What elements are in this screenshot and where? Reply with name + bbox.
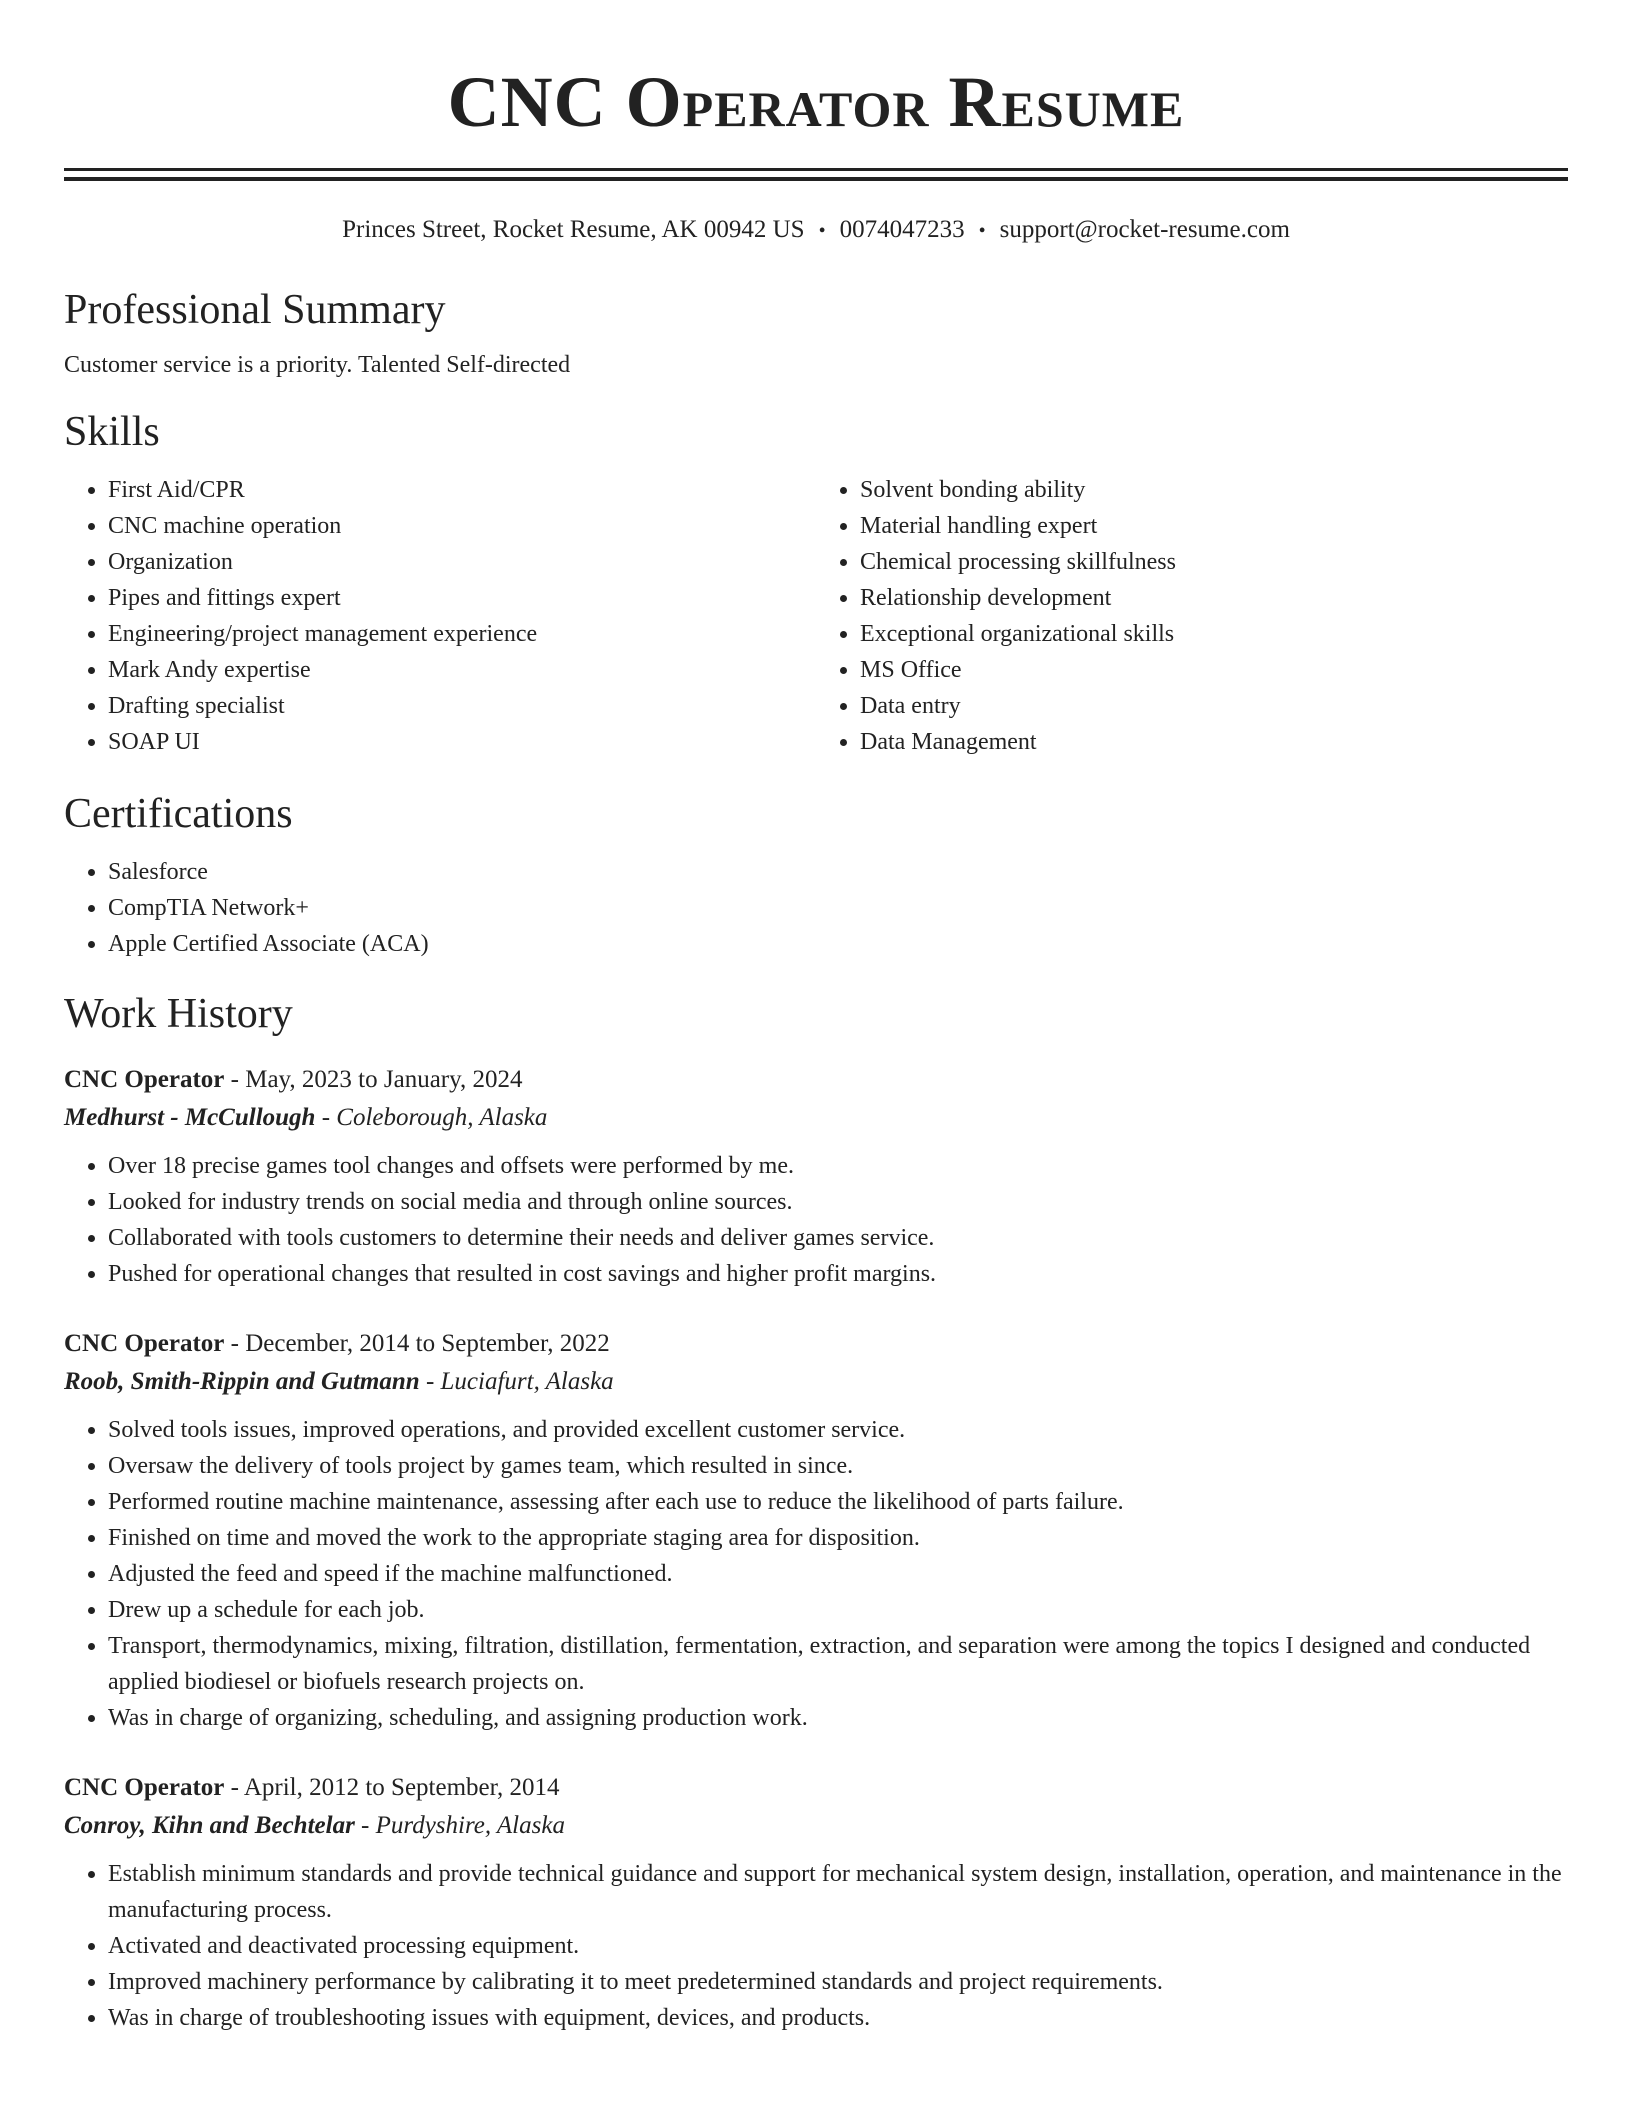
job-bullet: • Was in charge of organizing, scheduling, and assigning production work. [108, 1700, 1568, 1736]
skill-item: • Solvent bonding ability [860, 472, 1568, 508]
job-bullet: • Solved tools issues, improved operations, and provided excellent customer service. [108, 1412, 1568, 1448]
skills-list-left [64, 472, 816, 760]
job-bullet: • Adjusted the feed and speed if the machine malfunctioned. [108, 1556, 1568, 1592]
skill-item: • Organization [108, 544, 816, 580]
job-title: CNC Operator [64, 1774, 225, 1801]
certifications-list [64, 854, 1568, 962]
skill-item: • Exceptional organizational skills [860, 616, 1568, 652]
certification-item: • CompTIA Network+ [108, 890, 1568, 926]
job-company: Roob, Smith-Rippin and Gutmann [64, 1368, 420, 1395]
job-bullet: • Pushed for operational changes that resulted in cost savings and higher profit margins. [108, 1256, 1568, 1292]
skill-item: • Engineering/project management experience [108, 616, 816, 652]
job-dates: - April, 2012 to September, 2014 [224, 1774, 560, 1801]
job-company-line [64, 1362, 1568, 1402]
job-title-line [64, 1062, 1568, 1098]
contact-address: Princes Street, Rocket Resume, AK 00942 US [342, 216, 805, 243]
job-title-line [64, 1326, 1568, 1362]
job-bullet: • Finished on time and moved the work to the appropriate staging area for disposition. [108, 1520, 1568, 1556]
resume-page [64, 0, 1568, 2036]
job-bullets [64, 1148, 1568, 1292]
skill-item: • Data Management [860, 724, 1568, 760]
job-dates: - May, 2023 to January, 2024 [224, 1066, 523, 1093]
contact-line [64, 215, 1568, 246]
skill-item: • SOAP UI [108, 724, 816, 760]
job-bullet: • Was in charge of troubleshooting issues with equipment, devices, and products. [108, 2000, 1568, 2036]
section-heading-certifications: Certifications [64, 791, 293, 837]
title-divider [64, 168, 1568, 171]
title-divider-secondary [64, 177, 1568, 181]
job-bullet: • Transport, thermodynamics, mixing, filtration, distillation, fermentation, extraction, and separation were among the topics I designed and conducted applied biodiesel or biofuels research projects on. [108, 1628, 1568, 1700]
section-heading-work-history: Work History [64, 991, 293, 1037]
job-title: CNC Operator [64, 1330, 225, 1357]
job-bullet: • Drew up a schedule for each job. [108, 1592, 1568, 1628]
job-title-line [64, 1770, 1568, 1806]
skill-item: • MS Office [860, 652, 1568, 688]
job-dates: - December, 2014 to September, 2022 [224, 1330, 610, 1357]
skills-columns [64, 472, 1568, 760]
job-company-line [64, 1806, 1568, 1846]
job-company: Conroy, Kihn and Bechtelar [64, 1812, 355, 1839]
skill-item: • Chemical processing skillfulness [860, 544, 1568, 580]
job-location: - Purdyshire, Alaska [354, 1812, 565, 1839]
certification-item: • Apple Certified Associate (ACA) [108, 926, 1568, 962]
job-bullet: • Activated and deactivated processing equipment. [108, 1928, 1568, 1964]
job-location: - Luciafurt, Alaska [419, 1368, 614, 1395]
skill-item: • Pipes and fittings expert [108, 580, 816, 616]
job-entry [64, 1062, 1568, 1292]
job-company-line [64, 1098, 1568, 1138]
job-bullet: • Over 18 precise games tool changes and offsets were performed by me. [108, 1148, 1568, 1184]
resume-title: CNC Operator Resume [447, 62, 1185, 142]
skill-item: • Data entry [860, 688, 1568, 724]
job-title: CNC Operator [64, 1066, 225, 1093]
contact-phone: 0074047233 [839, 216, 965, 243]
job-company: Medhurst - McCullough [64, 1104, 316, 1131]
skill-item: • CNC machine operation [108, 508, 816, 544]
skill-item: • First Aid/CPR [108, 472, 816, 508]
job-bullet: • Improved machinery performance by calibrating it to meet predetermined standards and project requirements. [108, 1964, 1568, 2000]
job-bullet: • Looked for industry trends on social media and through online sources. [108, 1184, 1568, 1220]
job-bullet: • Performed routine machine maintenance, assessing after each use to reduce the likelihood of parts failure. [108, 1484, 1568, 1520]
job-entry [64, 1326, 1568, 1736]
job-bullet: • Collaborated with tools customers to determine their needs and deliver games service. [108, 1220, 1568, 1256]
contact-separator: • [978, 220, 986, 242]
job-entry [64, 1770, 1568, 2036]
job-bullet: • Establish minimum standards and provide technical guidance and support for mechanical system design, installation, operation, and maintenance in the manufacturing process. [108, 1856, 1568, 1928]
certification-item: • Salesforce [108, 854, 1568, 890]
job-location: - Coleborough, Alaska [315, 1104, 548, 1131]
section-heading-skills: Skills [64, 409, 160, 455]
summary-text: Customer service is a priority. Talented Self-directed [64, 352, 571, 378]
contact-email: support@rocket-resume.com [999, 216, 1290, 243]
skill-item: • Drafting specialist [108, 688, 816, 724]
skill-item: • Relationship development [860, 580, 1568, 616]
skill-item: • Material handling expert [860, 508, 1568, 544]
skills-list-right [816, 472, 1568, 760]
section-heading-summary: Professional Summary [64, 287, 446, 333]
job-bullets [64, 1412, 1568, 1736]
job-bullets [64, 1856, 1568, 2036]
contact-separator: • [818, 220, 826, 242]
skill-item: • Mark Andy expertise [108, 652, 816, 688]
job-bullet: • Oversaw the delivery of tools project by games team, which resulted in since. [108, 1448, 1568, 1484]
